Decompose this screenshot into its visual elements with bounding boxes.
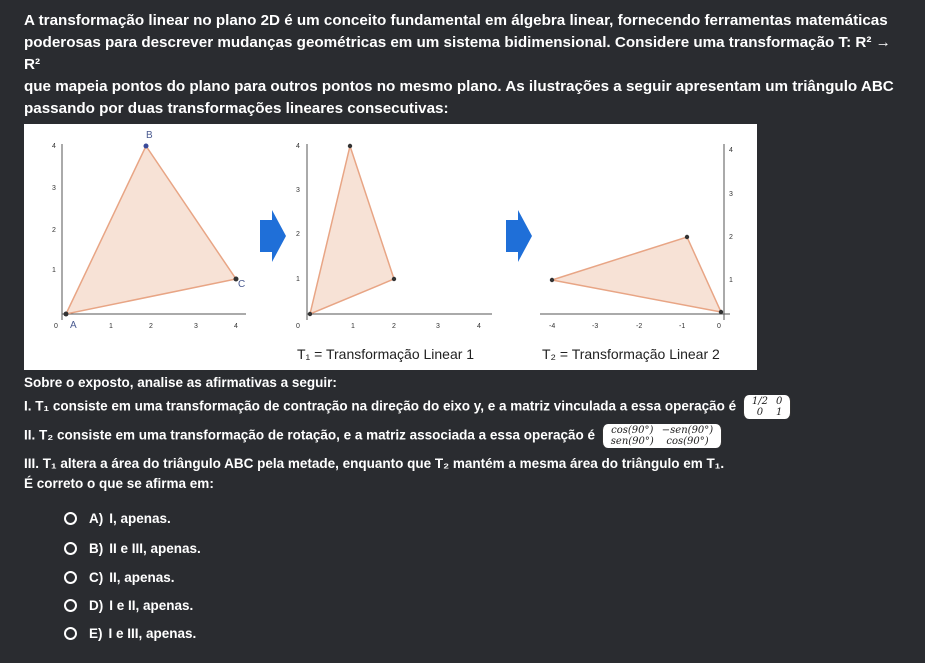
matrix-cell: −sen(90°) — [661, 425, 714, 436]
x-tick: 3 — [194, 323, 198, 330]
x-tick: 4 — [234, 323, 238, 330]
caption-t2: T₂ = Transformação Linear 2 — [542, 346, 720, 362]
x-tick: 1 — [351, 323, 355, 330]
x-tick: 2 — [392, 323, 396, 330]
statement-3: III. T₁ altera a área do triângulo ABC pela metade, enquanto que T₂ mantém a mesma área do triângulo em T₁. — [24, 456, 725, 471]
statement-1-text: I. T₁ consiste em uma transformação de contração na direção do eixo y, e a matriz vinculada a essa operação é — [24, 398, 737, 414]
matrix-cell: 1/2 — [751, 396, 768, 407]
triangle-t1 — [310, 146, 394, 314]
y-tick: 3 — [729, 191, 733, 198]
y-tick: 1 — [52, 267, 56, 274]
matrix-cell: 0 — [775, 396, 783, 407]
statement-1 — [24, 395, 791, 419]
x-tick: 0 — [296, 323, 300, 330]
option-letter: D) — [89, 598, 104, 613]
x-tick: 0 — [717, 323, 721, 330]
option-letter: E) — [89, 626, 103, 641]
y-tick: 1 — [729, 277, 733, 284]
caption-t1: T₁ = Transformação Linear 1 — [297, 346, 475, 362]
question-prompt: É correto o que se afirma em: — [24, 476, 214, 491]
matrix-t1 — [743, 395, 791, 419]
point-b-label: B — [146, 130, 153, 141]
y-tick: 1 — [296, 276, 300, 283]
matrix-cell: cos(90°) — [666, 436, 709, 447]
x-tick: -1 — [679, 323, 686, 330]
transformation-diagram — [24, 124, 757, 346]
panel-t1 — [296, 143, 492, 330]
intro-line: poderosas para descrever mudanças geométricas em um sistema bidimensional. Considere uma transformação T: R² → R² — [24, 34, 891, 73]
triangle-abc — [66, 146, 236, 314]
matrix-cell: 0 — [756, 407, 764, 418]
x-tick: -3 — [592, 323, 599, 330]
y-tick: 4 — [729, 147, 733, 154]
radio-icon[interactable] — [64, 627, 77, 640]
radio-icon[interactable] — [64, 599, 77, 612]
matrix-cell: 1 — [775, 407, 783, 418]
intro-line: que mapeia pontos do plano para outros pontos no mesmo plano. As ilustrações a seguir apresentam um triângulo ABC — [24, 78, 894, 95]
point-c-label: C — [238, 279, 246, 290]
triangle-t2 — [552, 237, 721, 312]
statement-2 — [24, 424, 722, 448]
question-intro — [24, 10, 904, 120]
matrix-cell: sen(90°) — [610, 436, 654, 447]
panel-original — [52, 130, 246, 331]
option-letter: A) — [89, 511, 104, 526]
option-c[interactable] — [64, 570, 175, 585]
x-tick: -2 — [636, 323, 643, 330]
option-e[interactable] — [64, 626, 196, 641]
panel-t2 — [540, 144, 733, 330]
option-b[interactable] — [64, 541, 201, 556]
arrow-right-icon — [506, 210, 532, 262]
option-letter: B) — [89, 541, 104, 556]
y-tick: 3 — [52, 185, 56, 192]
intro-line: A transformação linear no plano 2D é um conceito fundamental em álgebra linear, fornecendo ferramentas matemáticas — [24, 12, 888, 29]
arrow-right-icon — [260, 210, 286, 262]
radio-icon[interactable] — [64, 571, 77, 584]
x-tick: 1 — [109, 323, 113, 330]
option-text: I, apenas. — [109, 511, 171, 526]
x-tick: 3 — [436, 323, 440, 330]
y-tick: 2 — [296, 231, 300, 238]
option-d[interactable] — [64, 598, 193, 613]
y-tick: 4 — [296, 143, 300, 150]
y-tick: 2 — [729, 234, 733, 241]
y-tick: 3 — [296, 187, 300, 194]
transformation-figure — [24, 124, 757, 370]
option-text: II, apenas. — [109, 570, 175, 585]
y-tick: 2 — [52, 227, 56, 234]
matrix-t2 — [602, 424, 722, 448]
x-tick: 4 — [477, 323, 481, 330]
radio-icon[interactable] — [64, 512, 77, 525]
option-text: I e II, apenas. — [109, 598, 194, 613]
radio-icon[interactable] — [64, 542, 77, 555]
statement-2-text: II. T₂ consiste em uma transformação de rotação, e a matriz associada a essa operação é — [24, 427, 595, 443]
point-a-label: A — [70, 320, 77, 331]
matrix-cell: cos(90°) — [611, 425, 654, 436]
option-text: I e III, apenas. — [108, 626, 197, 641]
x-tick: 0 — [54, 323, 58, 330]
analyze-label: Sobre o exposto, analise as afirmativas a seguir: — [24, 375, 337, 390]
option-a[interactable] — [64, 511, 171, 526]
intro-line: passando por duas transformações lineares consecutivas: — [24, 100, 449, 117]
x-tick: -4 — [549, 323, 556, 330]
x-tick: 2 — [149, 323, 153, 330]
option-letter: C) — [89, 570, 104, 585]
option-text: II e III, apenas. — [109, 541, 201, 556]
y-tick: 4 — [52, 143, 56, 150]
